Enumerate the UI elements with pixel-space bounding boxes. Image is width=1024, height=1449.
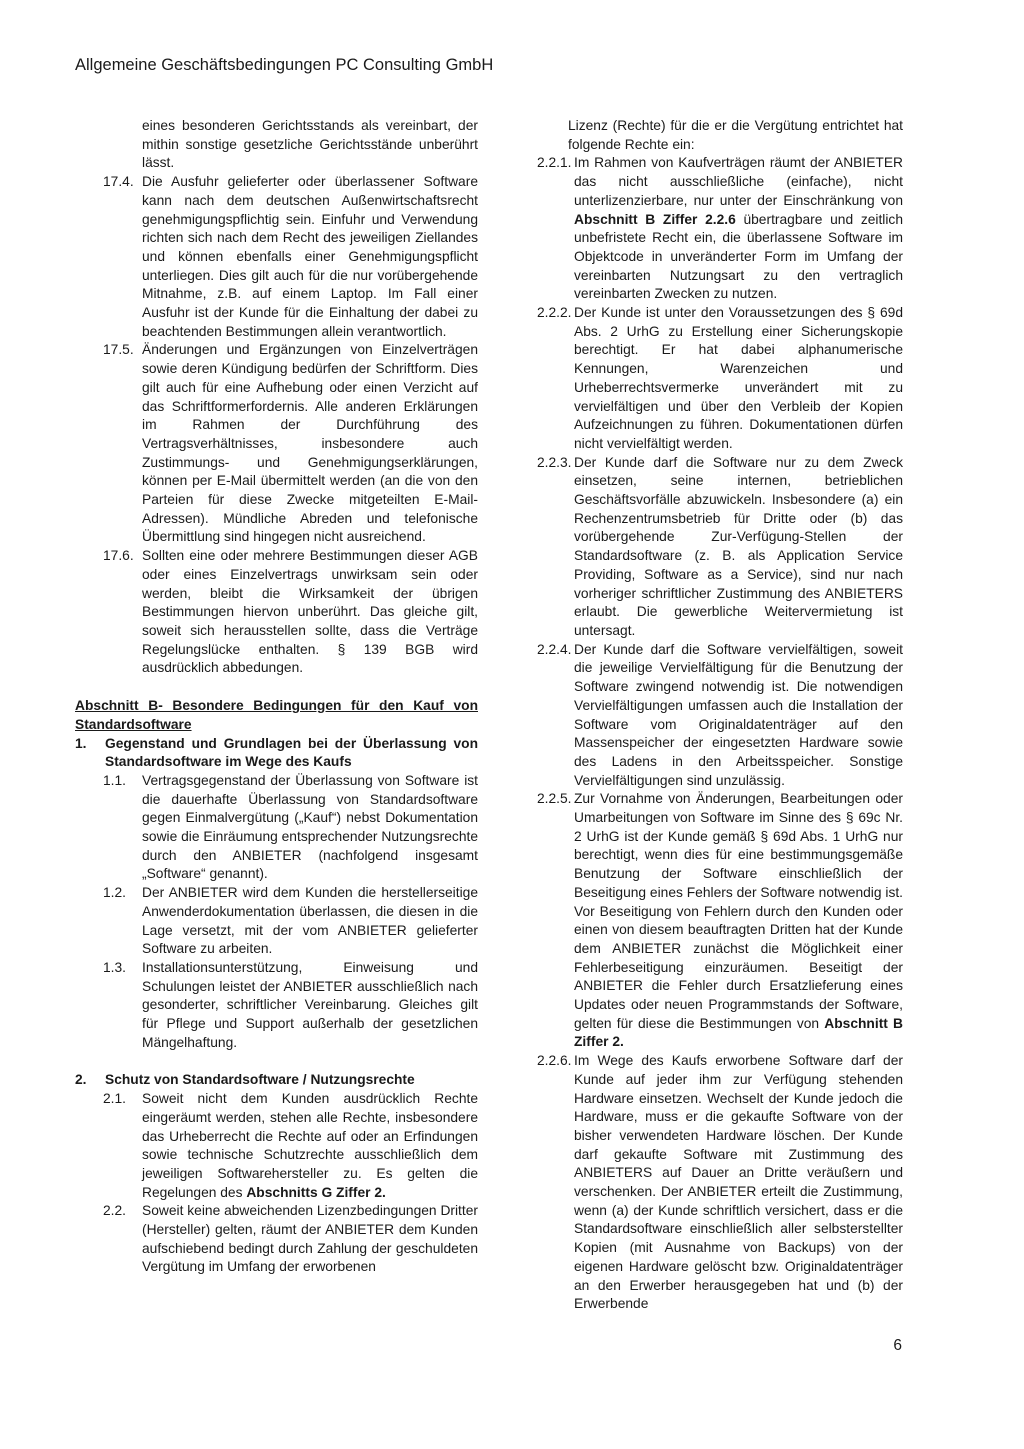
list-item	[75, 173, 478, 341]
text-segment: Der Kunde darf die Software vervielfältigen, soweit die jeweilige Vervielfältigung für die Benutzung der Software zwingend notwendig ist. Die notwendigen Vervielfältigungen umfassen auch die Installation der Software vom Originaldatenträger auf den Massenspeicher der eingesetzten Hardware sowie des Ladens in den Arbeitsspeicher. Sonstige Vervielfältigungen sind unzulässig.	[574, 641, 903, 788]
page-number: 6	[893, 1337, 902, 1354]
section-heading	[75, 697, 478, 734]
numbered-heading	[75, 735, 478, 772]
item-number: 17.5.	[103, 342, 134, 358]
text-segment: Installationsunterstützung, Einweisung und Schulungen leistet der ANBIETER ausschließlich nach gesonderter, schriftlicher Vereinbarung. Gleiches gilt für Pflege und Support außerhalb der gesetzlichen Mängelhaftung.	[142, 959, 478, 1050]
two-column-layout	[75, 117, 903, 1314]
text-segment: Lizenz (Rechte) für die er die Vergütung entrichtet hat folgende Rechte ein:	[568, 118, 903, 152]
list-item	[537, 454, 903, 641]
item-number: 1.2.	[103, 885, 127, 901]
text-segment: Abschnitt B- Besondere Bedingungen für den Kauf von Standardsoftware	[75, 698, 478, 732]
list-item	[75, 1202, 478, 1277]
list-item	[75, 884, 478, 959]
continuation-paragraph	[537, 117, 903, 154]
text-segment: eines besonderen Gerichtsstands als vereinbart, der mithin sonstige gesetzliche Gerichtsstände unberührt lässt.	[142, 118, 478, 171]
text-segment: Im Wege des Kaufs erworbene Software darf der Kunde auf jeder ihm zur Verfügung stehenden Hardware einsetzen. Wechselt der Kunde jedoch die Hardware, muss er die gekaufte Software von der bisher verwendeten Hardware löschen. Der Kunde darf gekaufte Software mit Zustimmung des ANBIETERS auf Dauer an Dritte veräußern und verschenken. Der ANBIETER erteilt die Zustimmung, wenn (a) der Kunde schriftlich versichert, dass er die Standardsoftware einschließlich aller selbsterstellter Kopien (mit Ausnahme von Backups) von der eigenen Hardware gelöscht bzw. Originaldatenträger an den Erwerber herausgegeben hat und (b) der Erwerbende	[574, 1053, 903, 1312]
text-segment: Änderungen und Ergänzungen von Einzelverträgen sowie deren Kündigung bedürfen der Schriftform. Dies gilt auch für eine Aufhebung oder einen Verzicht auf das Schriftformerfordernis. Alle anderen Erklärungen im Rahmen der Durchführung des Vertragsverhältnisses, insbesondere auch Zustimmungs- und Genehmigungserklärungen, können per E-Mail übermittelt werden (an die von den Parteien für diese Zwecke mitgeteilten E-Mail-Adressen). Mündliche Abreden und telefonische Übermittlung sind hingegen nicht ausreichend.	[142, 342, 478, 545]
item-number: 1.	[75, 735, 87, 751]
list-item	[537, 154, 903, 304]
text-segment: übertragbare und zeitlich unbefristete Recht ein, die überlassene Software im Objektcode in unveränderter Form im Umfang der vereinbarten Nutzungsart zu den vertraglich vereinbarten Zwecken zu nutzen.	[574, 211, 903, 302]
item-number: 2.1.	[103, 1091, 127, 1107]
list-item	[75, 341, 478, 547]
numbered-heading	[75, 1071, 478, 1090]
item-number: 2.2.4.	[537, 641, 572, 657]
item-number: 2.2.3.	[537, 454, 572, 470]
text-segment: Soweit nicht dem Kunden ausdrücklich Rechte eingeräumt werden, stehen alle Rechte, insbesondere das Urheberrecht die Rechte auf oder an Erfindungen sowie technische Schutzrechte ausschließlich dem jeweiligen Softwarehersteller zu. Es gelten die Regelungen des	[142, 1091, 478, 1200]
list-item	[75, 772, 478, 884]
list-item	[537, 304, 903, 454]
item-number: 17.6.	[103, 548, 134, 564]
continuation-paragraph	[75, 117, 478, 173]
list-item	[75, 1090, 478, 1202]
item-number: 2.2.2.	[537, 305, 572, 321]
list-item	[75, 547, 478, 678]
item-number: 2.	[75, 1072, 87, 1088]
item-number: 1.3.	[103, 959, 127, 975]
list-item	[75, 959, 478, 1053]
item-number: 2.2.1.	[537, 155, 572, 171]
document-title: Allgemeine Geschäftsbedingungen PC Consulting GmbH	[75, 56, 494, 74]
text-segment: Soweit keine abweichenden Lizenzbedingungen Dritter (Hersteller) gelten, räumt der ANBIETER dem Kunden aufschiebend bedingt durch Zahlung der geschuldeten Vergütung im Umfang der erworbenen	[142, 1203, 478, 1275]
text-segment: Zur Vornahme von Änderungen, Bearbeitungen oder Umarbeitungen von Software im Sinne des § 69c Nr. 2 UrhG ist der Kunde gemäß § 69d Abs. 1 UrhG nur berechtigt, wenn dies für eine bestimmungsgemäße Benutzung der Software einschließlich der Beseitigung eines Fehlers der Software notwendig ist. Vor Beseitigung von Fehlern durch den Kunden oder einen von diesem beauftragten Dritten hat der Kunde dem ANBIETER zunächst die Möglichkeit einer Fehlerbeseitigung einzuräumen. Beseitigt der ANBIETER die Fehler durch Ersatzlieferung eines Updates oder neuen Programmstands der Software, gelten für diese die Bestimmungen von	[574, 791, 904, 1031]
item-number: 2.2.	[103, 1203, 127, 1219]
item-number: 17.4.	[103, 174, 134, 190]
list-item	[537, 1052, 903, 1314]
item-number: 1.1.	[103, 772, 127, 788]
text-segment: Im Rahmen von Kaufverträgen räumt der ANBIETER das nicht ausschließliche (einfache), nicht unterlizenzierbare, nur unter der Einschränkung von	[574, 155, 903, 208]
text-segment: Abschnitts G Ziffer 2.	[246, 1184, 386, 1200]
text-segment: Abschnitt B Ziffer 2.2.6	[574, 211, 736, 227]
text-segment: Schutz von Standardsoftware / Nutzungsrechte	[105, 1072, 415, 1088]
text-segment: Der ANBIETER wird dem Kunden die herstellerseitige Anwenderdokumentation überlassen, die diesen in die Lage versetzt, mit der vom ANBIETER gelieferter Software zu arbeiten.	[142, 885, 478, 957]
text-segment: Abschnitt B Ziffer 2.	[574, 1015, 903, 1050]
text-segment: Die Ausfuhr gelieferter oder überlassener Software kann nach dem deutschen Außenwirtschaftsrecht genehmigungspflichtig sein. Einfuhr und Verwendung richten sich nach dem Recht des jeweiligen Ziellandes und können ebenfalls einer Genehmigungspflicht unterliegen. Dies gilt auch für die nur vorübergehende Mitnahme, z.B. auf einem Laptop. Im Fall einer Ausfuhr ist der Kunde für die Einhaltung der dabei zu beachtenden Bestimmungen allein verantwortlich.	[142, 174, 478, 339]
item-number: 2.2.5.	[537, 791, 572, 807]
right-column	[537, 117, 903, 1314]
text-segment: Der Kunde darf die Software nur zu dem Zweck einsetzen, seine internen, betrieblichen Geschäftsvorfälle abzuwickeln. Insbesondere (a) ein Rechenzentrumsbetrieb für Dritte oder (b) das vorübergehende Zur-Verfügung-Stellen der Standardsoftware (z. B. als Application Service Providing, Software as a Service), sind nur nach vorheriger schriftlicher Zustimmung des ANBIETERS erlaubt. Die gewerbliche Weitervermietung ist untersagt.	[574, 454, 903, 638]
text-segment: Sollten eine oder mehrere Bestimmungen dieser AGB oder eines Einzelvertrags unwirksam sein oder werden, bleibt die Wirksamkeit der übrigen Bestimmungen hiervon unberührt. Das gleiche gilt, soweit sich herausstellen sollte, dass die Verträge Regelungslücke enthalten. § 139 BGB wird ausdrücklich abbedungen.	[142, 548, 478, 676]
list-item	[537, 641, 903, 791]
text-segment: Der Kunde ist unter den Voraussetzungen des § 69d Abs. 2 UrhG zu Erstellung einer Sicherungskopie berechtigt. Er hat dabei alphanumerische Kennungen, Warenzeichen und Urheberrechtsvermerke unverändert mit zu vervielfältigen und über den Verbleib der Kopien Aufzeichnungen zu führen. Dokumentationen dürfen nicht vervielfältigt werden.	[574, 305, 903, 451]
text-segment: Vertragsgegenstand der Überlassung von Software ist die dauerhafte Überlassung von Standardsoftware gegen Einmalvergütung („Kauf“) nebst Dokumentation sowie die Einräumung entsprechender Nutzungsrechte durch den ANBIETER (nachfolgend insgesamt „Software“ genannt).	[142, 772, 478, 882]
text-segment: Gegenstand und Grundlagen bei der Überlassung von Standardsoftware im Wege des Kaufs	[105, 735, 478, 770]
list-item	[537, 790, 903, 1052]
item-number: 2.2.6.	[537, 1053, 572, 1069]
left-column	[75, 117, 478, 1314]
